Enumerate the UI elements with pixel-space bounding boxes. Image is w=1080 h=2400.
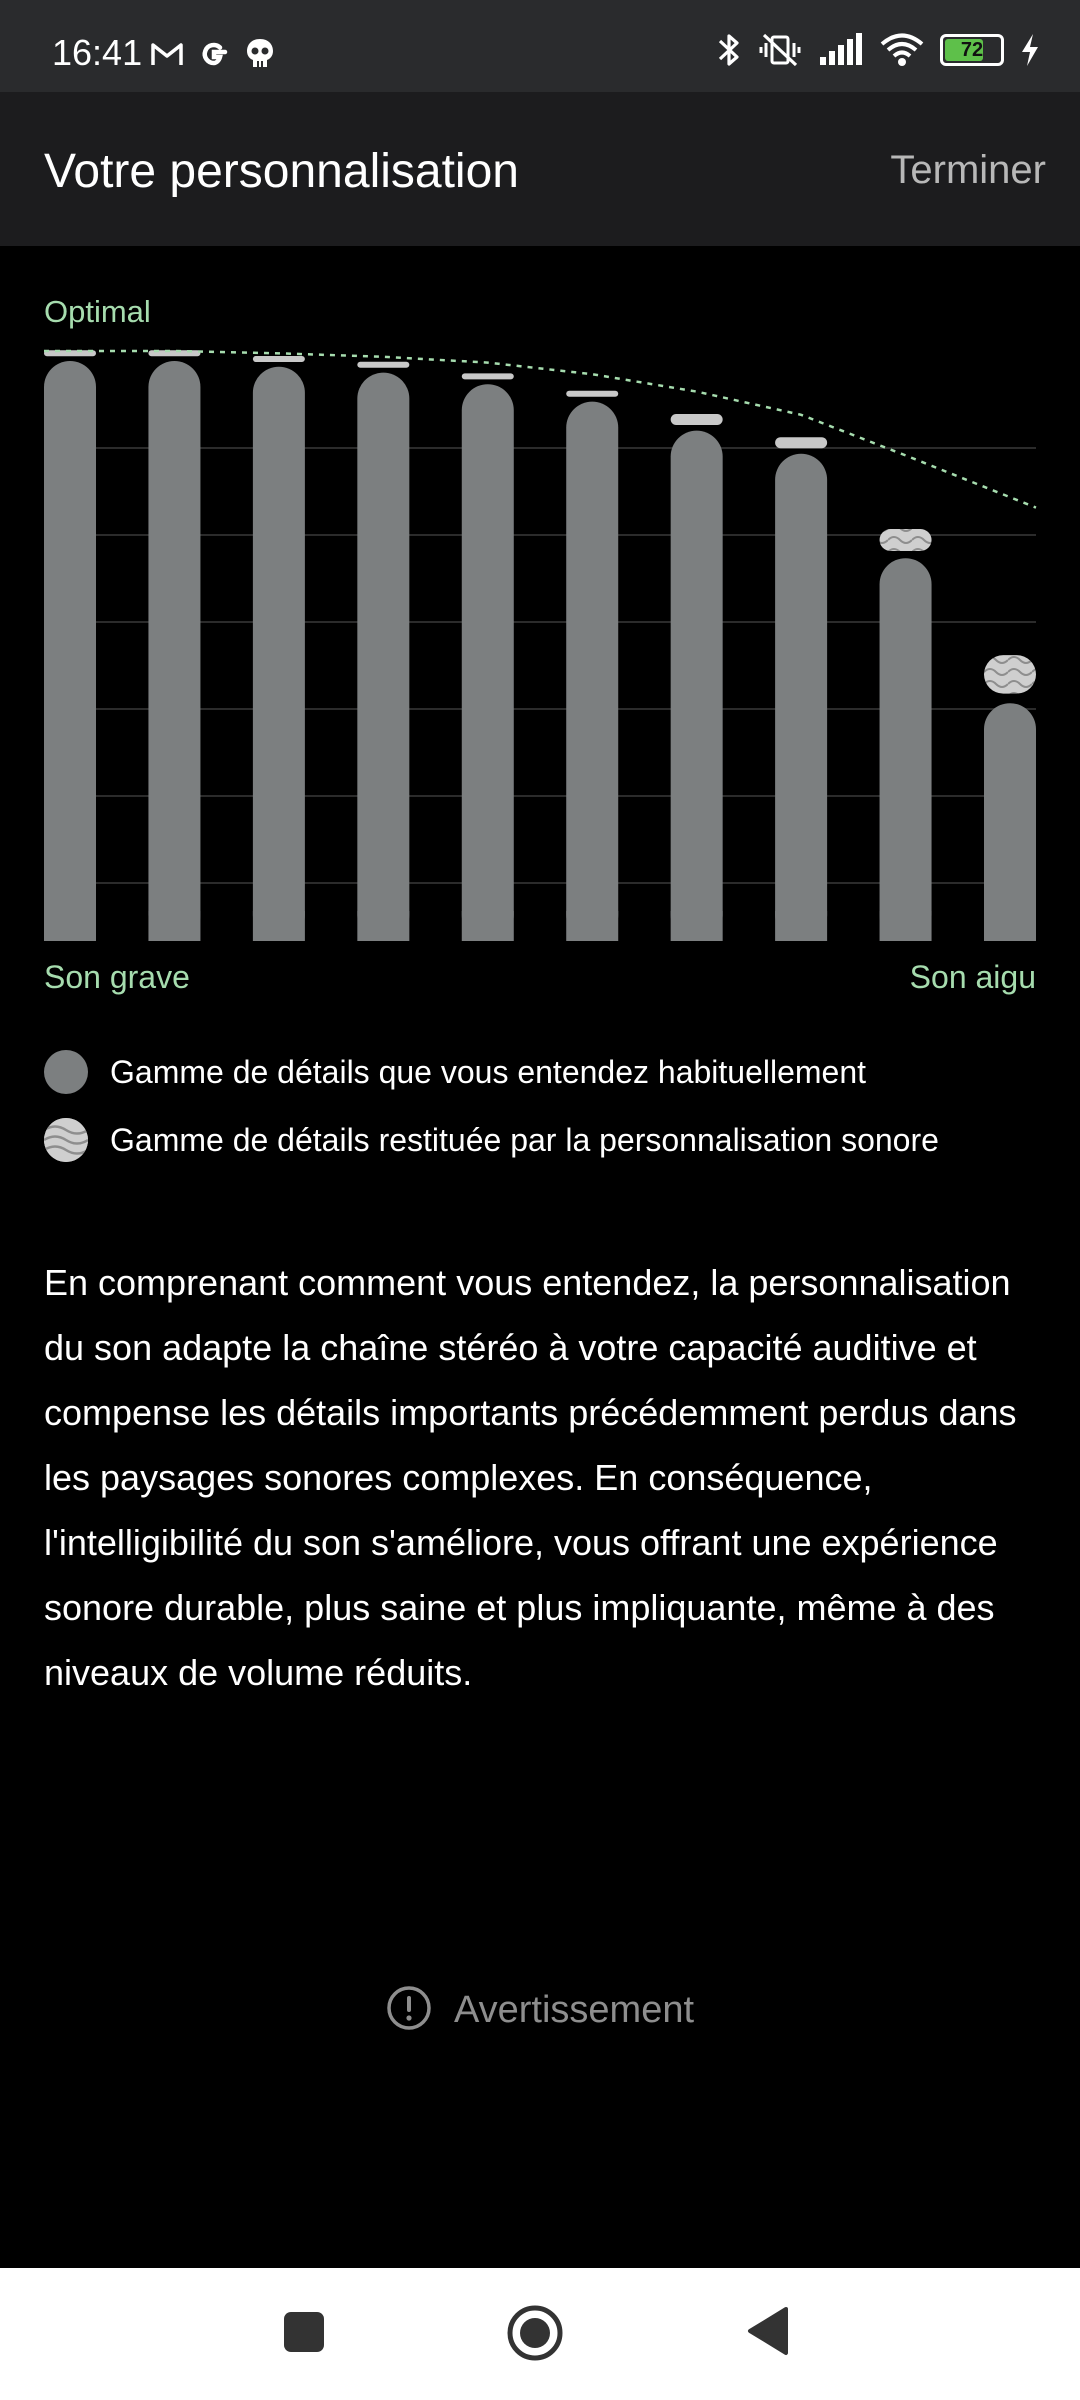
legend-label: Gamme de détails que vous entendez habituellement [110,1053,867,1090]
personalisation-boost-cap [984,655,1036,694]
charging-bolt-icon [1020,30,1040,70]
hearing-bar-base [357,911,409,941]
battery-label: 72 [960,38,984,61]
hearing-chart [0,246,1080,1026]
hearing-bar [984,703,1036,941]
hearing-bar-base [775,911,827,941]
hearing-bar-base [880,911,932,941]
signal-icon [818,30,864,70]
hearing-bar-base [148,911,200,941]
personalisation-boost-cap [671,414,723,425]
chart-legend [44,1045,939,1181]
legend-label: Gamme de détails restituée par la personnalisation sonore [110,1121,939,1158]
hearing-bar [671,431,723,941]
legend-item-usual [44,1045,939,1099]
personalisation-boost-cap [462,373,514,379]
recents-square-icon[interactable] [282,2310,326,2359]
optimal-label: Optimal [44,294,151,329]
personalisation-boost-cap [775,437,827,448]
done-button[interactable]: Terminer [890,148,1046,192]
hearing-bar [44,361,96,941]
personalisation-boost-cap [253,356,305,362]
personalisation-boost-cap [357,362,409,368]
hearing-bar [775,454,827,941]
personalisation-boost-cap [880,529,932,551]
hearing-bar-base [253,911,305,941]
hearing-bar [566,402,618,941]
status-left-icons [150,34,276,74]
vibrate-mute-icon [758,30,802,70]
description-text: En comprenant comment vous entendez, la personnalisation du son adapte la chaîne stéréo à votre capacité auditive et compense les détails importants précédemment perdus dans les paysages sonores complexes. En conséquence, l'intelligibilité du son s'améliore, vous offrant une expérience sonore durable, plus saine et plus impliquante, même à des niveaux de volume réduits. [44,1262,1017,1693]
status-time: 16:41 [52,32,143,73]
hearing-bar-base [566,911,618,941]
google-icon [198,34,230,74]
app-header [0,92,1080,246]
hearing-bar-base [462,911,514,941]
hearing-bar-base [44,911,96,941]
legend-item-personalised [44,1113,939,1167]
gmail-icon [150,34,184,74]
x-axis-high-label: Son aigu [909,959,1036,995]
wave-circle-icon [44,1118,88,1162]
skullcandy-icon [244,34,276,74]
warning-link[interactable] [0,1985,1080,2036]
exclamation-circle-icon [386,1985,432,2036]
bluetooth-icon [716,30,742,70]
hearing-bar [462,384,514,941]
wifi-icon [880,30,924,70]
personalisation-boost-cap [566,391,618,397]
hearing-bar [253,367,305,941]
hearing-bar [148,361,200,941]
status-bar [0,0,1080,92]
back-triangle-icon[interactable] [746,2306,790,2361]
plain-circle-icon [44,1050,88,1094]
x-axis-low-label: Son grave [44,959,190,995]
status-right-icons [716,30,1040,70]
system-nav-bar [0,2268,1080,2400]
hearing-bar-base [984,911,1036,941]
hearing-chart-svg [0,246,1080,1026]
battery-indicator [940,30,1004,70]
hearing-bar [880,558,932,941]
page-title: Votre personnalisation [44,145,519,198]
warning-label: Avertissement [453,1989,695,2031]
hearing-bar [357,373,409,941]
home-circle-icon[interactable] [506,2304,564,2367]
hearing-bar-base [671,911,723,941]
